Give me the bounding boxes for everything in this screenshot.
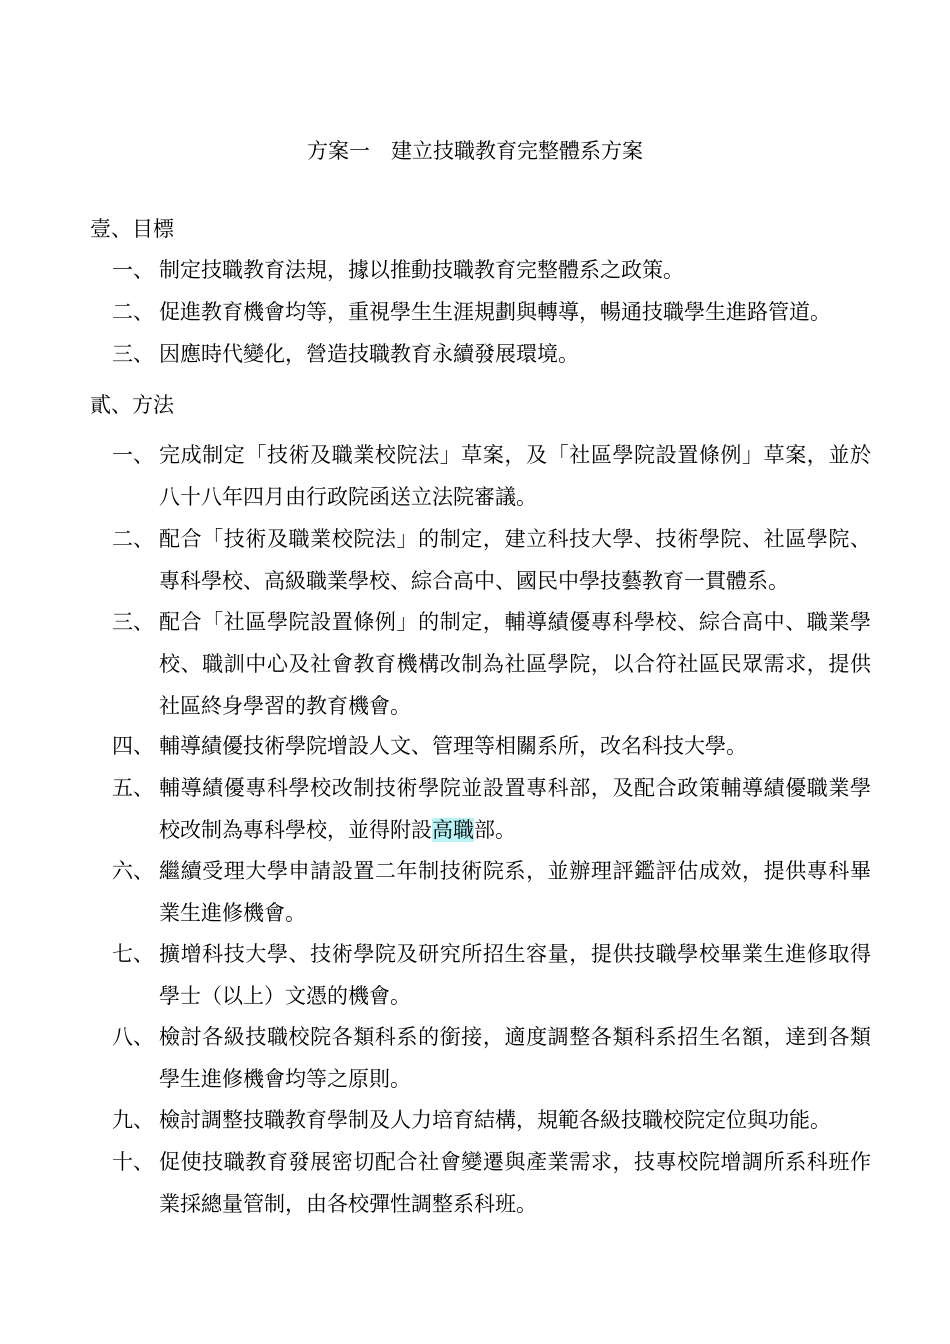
list-item <box>112 1016 882 1100</box>
item-number: 四、 <box>112 734 154 758</box>
item-number: 二、 <box>112 527 154 551</box>
list-item <box>112 850 882 934</box>
list-item <box>112 249 882 291</box>
item-text: 配合「技術及職業校院法」的制定，建立科技大學、技術學院、社區學院、專科學校、高級職業學校、綜合高中、國民中學技藝教育一貫體系。 <box>159 527 871 593</box>
item-text: 輔導績優技術學院增設人文、管理等相關系所，改名科技大學。 <box>159 734 747 758</box>
highlighted-text: 高職 <box>432 818 474 842</box>
item-number: 一、 <box>112 443 154 467</box>
list-item <box>112 767 882 851</box>
item-text: 檢討調整技職教育學制及人力培育結構，規範各級技職校院定位與功能。 <box>159 1108 831 1132</box>
item-number: 七、 <box>112 942 154 966</box>
item-text: 繼續受理大學申請設置二年制技術院系，並辦理評鑑評估成效，提供專科畢業生進修機會。 <box>159 859 871 925</box>
item-number: 一、 <box>112 258 154 282</box>
section-heading-goals: 壹、目標 <box>90 217 174 241</box>
item-text <box>159 767 871 851</box>
document-title: 方案一 建立技職教育完整體系方案 <box>307 139 643 163</box>
item-number: 三、 <box>112 342 154 366</box>
list-item <box>112 291 882 333</box>
item-text: 配合「社區學院設置條例」的制定，輔導績優專科學校、綜合高中、職業學校、職訓中心及社會教育機構改制為社區學院，以合符社區民眾需求，提供社區終身學習的教育機會。 <box>159 610 871 718</box>
item-text: 擴增科技大學、技術學院及研究所招生容量，提供技職學校畢業生進修取得學士（以上）文憑的機會。 <box>159 942 871 1008</box>
list-item <box>112 725 882 767</box>
item-text: 檢討各級技職校院各類科系的銜接，適度調整各類科系招生名額，達到各類學生進修機會均等之原則。 <box>159 1025 871 1091</box>
item-number: 九、 <box>112 1108 154 1132</box>
list-item <box>112 333 882 375</box>
item-text-part: 輔導績優專科學校改制技術學院並設置專科部，及配合政策輔導績優職業學校改制為專科學校，並得附設 <box>159 776 871 842</box>
item-text: 因應時代變化，營造技職教育永續發展環境。 <box>159 342 579 366</box>
list-item <box>112 434 882 518</box>
item-number: 十、 <box>112 1150 154 1174</box>
list-item <box>112 933 882 1017</box>
list-item <box>112 518 882 602</box>
list-item <box>112 1099 882 1141</box>
item-number: 五、 <box>112 776 154 800</box>
list-item <box>112 601 882 727</box>
item-text-part: 部。 <box>474 818 516 842</box>
item-text: 促使技職教育發展密切配合社會變遷與產業需求，技專校院增調所系科班作業採總量管制，由各校彈性調整系科班。 <box>159 1150 871 1216</box>
list-item <box>112 1141 882 1225</box>
item-number: 八、 <box>112 1025 154 1049</box>
item-number: 三、 <box>112 610 154 634</box>
item-text: 制定技職教育法規，據以推動技職教育完整體系之政策。 <box>159 258 684 282</box>
item-number: 六、 <box>112 859 154 883</box>
item-text: 促進教育機會均等，重視學生生涯規劃與轉導，暢通技職學生進路管道。 <box>159 300 831 324</box>
item-text: 完成制定「技術及職業校院法」草案，及「社區學院設置條例」草案，並於八十八年四月由行政院函送立法院審議。 <box>159 443 871 509</box>
item-number: 二、 <box>112 300 154 324</box>
section-heading-methods: 貳、方法 <box>90 393 174 417</box>
